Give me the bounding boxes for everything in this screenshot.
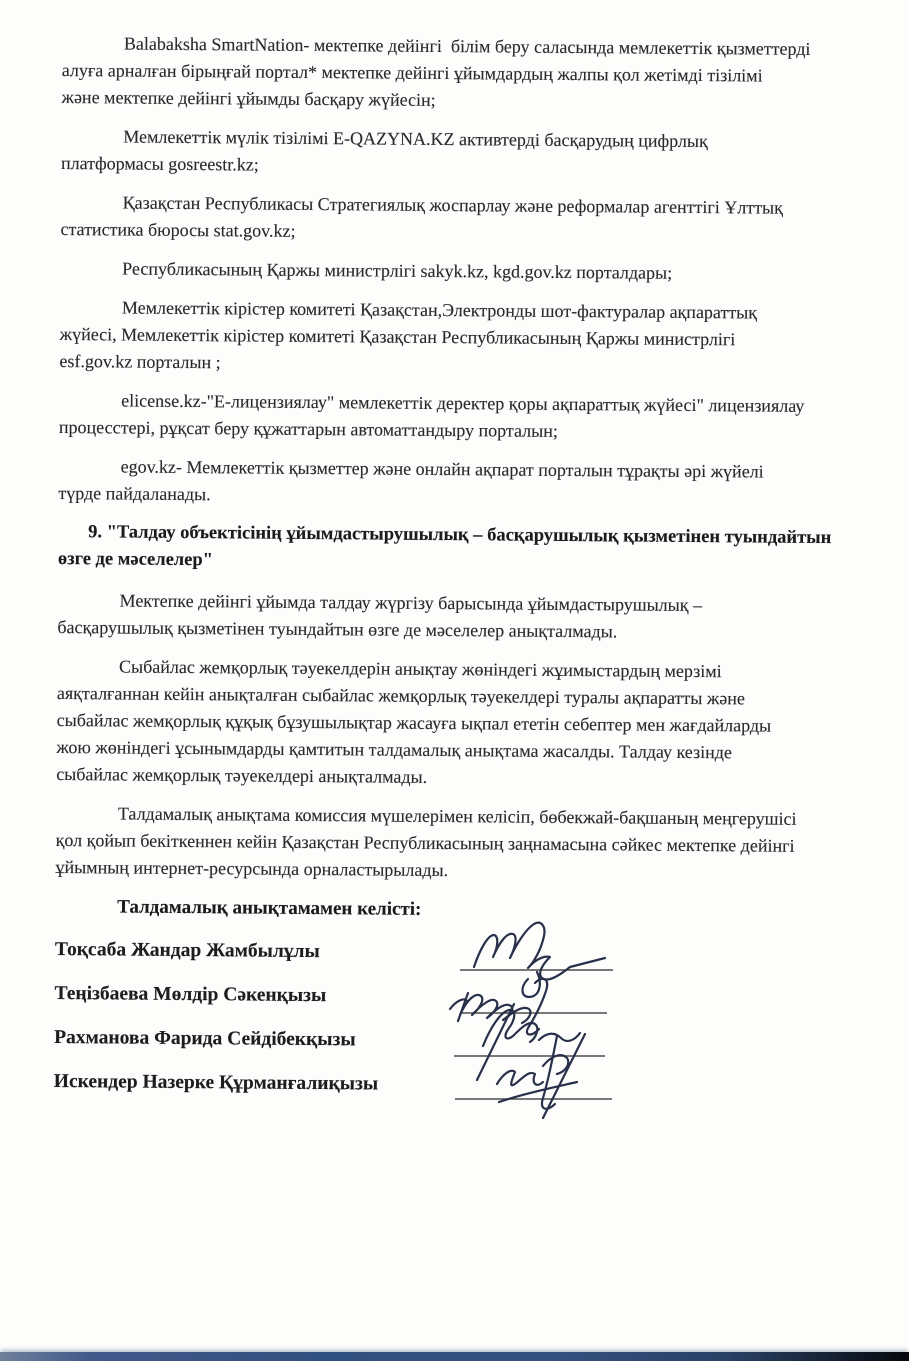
signature-scribble-1	[474, 923, 605, 997]
signatory-name-4: Искендер Назерке Құрманғалиқызы	[53, 1070, 379, 1095]
signature-scribble-2	[450, 979, 547, 1035]
agreement-heading: Талдамалық анықтамамен келісті:	[117, 896, 422, 920]
paragraph-elicense: elicense.kz-"Е-лицензиялау" мемлекеттік деректер қоры ақпараттық жүйесі" лицензиялау процесстері, рұқсат беру құжаттарын автоматтандыру порталын;	[58, 390, 805, 441]
signatory-name-3: Рахманова Фарида Сейдібекқызы	[54, 1026, 356, 1051]
paragraph-egov: egov.kz- Мемлекеттік қызметтер және онлайн ақпарат порталын тұрақты әрі жүйелі түрде пайдаланады.	[58, 456, 764, 505]
signature-scribble-4	[497, 1034, 585, 1118]
section-9-heading: 9. "Талдау объектісінің ұйымдастырушылық – басқарушылық қызметінен туындайтын өзге де мәселелер"	[57, 522, 832, 571]
signatory-name-1: Тоқсаба Жандар Жамбылұлы	[54, 938, 320, 963]
paragraph-publication: Талдамалық анықтама комиссия мүшелерімен келісіп, бөбекжай-бақшаның меңгерушісі қол қойып бекіткеннен кейін Қазақстан Республикасының заңнамасына сәйкес мектепке дейінгі ұйымның интернет-ресурсында орналастырылады.	[55, 803, 797, 881]
signatory-name-2: Теңізбаева Мөлдір Сәкенқызы	[54, 982, 327, 1007]
scan-bottom-edge	[0, 1352, 909, 1361]
paragraph-salyk-kgd-portals: Республикасының Қаржы министрлігі sakyk.kz, kgd.gov.kz порталдары;	[122, 258, 673, 283]
signature-block	[440, 905, 680, 1120]
paragraph-balabaksha-portal: Balabaksha SmartNation- мектепке дейінгі білім беру саласында мемлекеттік қызметтерді алуға арналған бірыңғай портал* мектепке дейінгі ұйымдардың жалпы қол жетімді тізілімі және мектепке дейінгі ұйымды басқару жүйесін;	[61, 33, 811, 110]
paragraph-eqazyna-gosreestr: Мемлекеттік мүлік тізілімі E-QAZYNA.KZ активтерді басқарудың цифрлық платформасы gosreestr.kz;	[60, 126, 708, 175]
paragraph-no-other-issues: Мектепке дейінгі ұйымда талдау жүргізу барысында ұйымдастырушылық – басқарушылық қызметінен туындайтын өзге де мәселелер анықталмады.	[57, 590, 703, 642]
paragraph-corruption-risks: Сыбайлас жемқорлық тәуекелдерін анықтау жөніндегі жұимыстардың мерзімі аяқталғаннан кейін анықталған сыбайлас жемқорлық тәуекелдері туралы ақпаратты және сыбайлас жемқорлық құқық бұзушылықтар жасауға ықпал ететін себептер мен жағдайларды жою жөніндегі ұсынымдарды қамтитын талдамалық анықтама жасалды. Талдау кезінде сыбайлас жемқорлық тәуекелдері анықталмады.	[56, 656, 772, 787]
paragraph-esf-gov-kz: Мемлекеттік кірістер комитеті Қазақстан,Электронды шот-фактуралар ақпараттық жүйесі, Мемлекеттік кірістер комитеті Қазақстан Республикасының Қаржы министрлігі esf.gov.kz порталын ;	[59, 297, 758, 373]
paragraph-stat-gov-kz: Қазақстан Республикасы Стратегиялық жоспарлау және реформалар агенттігі Ұлттық статистика бюросы stat.gov.kz;	[60, 192, 783, 241]
